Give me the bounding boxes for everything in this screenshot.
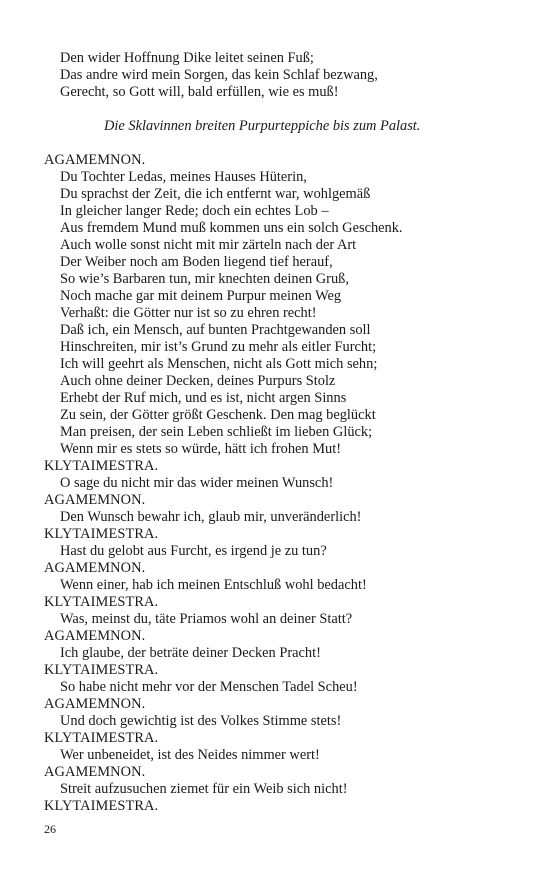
dialogue-block	[0, 152, 550, 815]
verse-line: Hast du gelobt aus Furcht, es irgend je zu tun?	[60, 543, 327, 559]
speaker-name: KLYTAIMESTRA.	[44, 662, 159, 678]
verse-line: Den Wunsch bewahr ich, glaub mir, unveränderlich!	[60, 509, 362, 525]
speaker-name: KLYTAIMESTRA.	[44, 798, 159, 814]
verse-line: O sage du nicht mir das wider meinen Wunsch!	[60, 475, 334, 491]
verse-line: Was, meinst du, täte Priamos wohl an deiner Statt?	[60, 611, 353, 627]
speaker-name: AGAMEMNON.	[44, 152, 146, 168]
verse-line: Du sprachst der Zeit, die ich entfernt war, wohlgemäß	[60, 186, 371, 202]
verse-line: Daß ich, ein Mensch, auf bunten Prachtgewanden soll	[60, 322, 371, 338]
verse-line: Der Weiber noch am Boden liegend tief herauf,	[60, 254, 333, 270]
speaker-name: KLYTAIMESTRA.	[44, 526, 159, 542]
speaker-name: KLYTAIMESTRA.	[44, 458, 159, 474]
verse-line: Das andre wird mein Sorgen, das kein Schlaf bezwang,	[60, 67, 378, 83]
verse-line: Verhaßt: die Götter nur ist so zu ehren recht!	[60, 305, 317, 321]
page-number: 26	[44, 822, 56, 836]
verse-line: In gleicher langer Rede; doch ein echtes Lob –	[60, 203, 329, 219]
speaker-name: AGAMEMNON.	[44, 492, 146, 508]
verse-line: Aus fremdem Mund muß kommen uns ein solch Geschenk.	[60, 220, 403, 236]
verse-line: Du Tochter Ledas, meines Hauses Hüterin,	[60, 169, 307, 185]
verse-line: Streit aufzusuchen ziemet für ein Weib sich nicht!	[60, 781, 348, 797]
speaker-name: KLYTAIMESTRA.	[44, 730, 159, 746]
verse-line: Wenn mir es stets so würde, hätt ich frohen Mut!	[60, 441, 341, 457]
speaker-name: AGAMEMNON.	[44, 696, 146, 712]
speaker-name: AGAMEMNON.	[44, 560, 146, 576]
speaker-name: AGAMEMNON.	[44, 628, 146, 644]
verse-line: Erhebt der Ruf mich, und es ist, nicht argen Sinns	[60, 390, 347, 406]
verse-line: Hinschreiten, mir ist’s Grund zu mehr als eitler Furcht;	[60, 339, 377, 355]
verse-line: Wenn einer, hab ich meinen Entschluß wohl bedacht!	[60, 577, 367, 593]
verse-line: Den wider Hoffnung Dike leitet seinen Fuß;	[60, 50, 314, 66]
speaker-name: AGAMEMNON.	[44, 764, 146, 780]
speaker-name: KLYTAIMESTRA.	[44, 594, 159, 610]
verse-line: Ich glaube, der beträte deiner Decken Pracht!	[60, 645, 321, 661]
verse-line: Und doch gewichtig ist des Volkes Stimme stets!	[60, 713, 342, 729]
verse-line: Ich will geehrt als Menschen, nicht als Gott mich sehn;	[60, 356, 378, 372]
verse-line: Wer unbeneidet, ist des Neides nimmer wert!	[60, 747, 320, 763]
stage-direction: Die Sklavinnen breiten Purpurteppiche bis zum Palast.	[104, 118, 421, 134]
verse-line: So wie’s Barbaren tun, mir knechten deinen Gruß,	[60, 271, 349, 287]
verse-line: Gerecht, so Gott will, bald erfüllen, wie es muß!	[60, 84, 339, 100]
verse-line: So habe nicht mehr vor der Menschen Tadel Scheu!	[60, 679, 358, 695]
verse-line: Auch ohne deiner Decken, deines Purpurs Stolz	[60, 373, 336, 389]
verse-line: Man preisen, der sein Leben schließt im lieben Glück;	[60, 424, 373, 440]
verse-line: Zu sein, der Götter größt Geschenk. Den mag beglückt	[60, 407, 376, 423]
verse-line: Noch mache gar mit deinem Purpur meinen Weg	[60, 288, 342, 304]
verse-line: Auch wolle sonst nicht mit mir zärteln nach der Art	[60, 237, 357, 253]
opening-verse-block	[0, 50, 550, 101]
